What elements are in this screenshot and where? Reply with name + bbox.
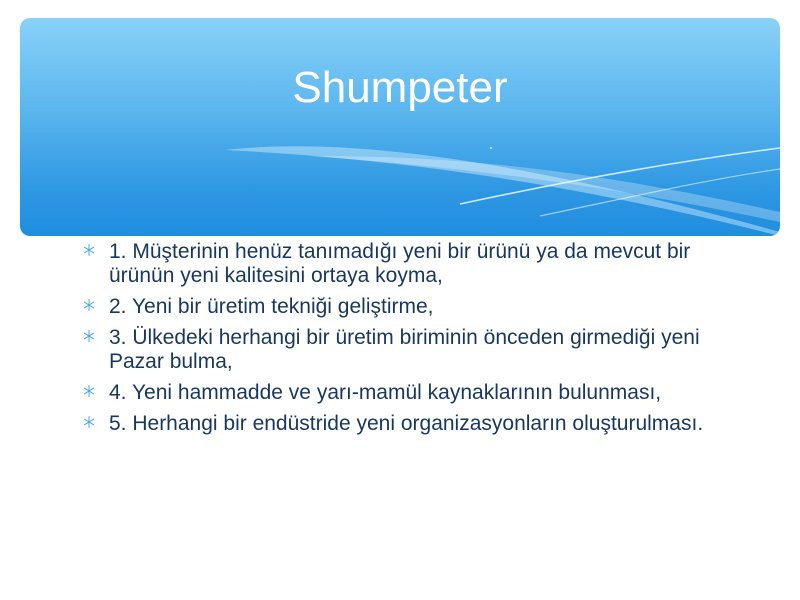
bullet-text: 4. Yeni hammadde ve yarı-mamül kaynaklarının bulunması, <box>109 381 662 404</box>
asterisk-bullet-icon <box>82 243 96 257</box>
slide-title: Shumpeter <box>292 63 508 112</box>
asterisk-bullet-icon <box>82 298 96 312</box>
title-panel <box>20 18 780 236</box>
list-item <box>82 381 742 405</box>
asterisk-bullet-icon <box>82 329 96 343</box>
list-item <box>82 295 742 319</box>
bullet-text: 3. Ülkedeki herhangi bir üretim biriminin önceden girmediği yeni Pazar bulma, <box>109 326 700 373</box>
asterisk-bullet-icon <box>82 384 96 398</box>
list-item <box>82 240 742 288</box>
bullet-list <box>82 240 742 443</box>
wave-decoration <box>20 18 780 236</box>
bullet-text: 1. Müşterinin henüz tanımadığı yeni bir ürünü ya da mevcut bir ürünün yeni kalitesini ortaya koyma, <box>109 240 691 287</box>
asterisk-bullet-icon <box>82 415 96 429</box>
list-item <box>82 326 742 374</box>
bullet-text: 2. Yeni bir üretim tekniği geliştirme, <box>109 295 434 318</box>
list-item <box>82 412 742 436</box>
bullet-text: 5. Herhangi bir endüstride yeni organizasyonların oluşturulması. <box>109 412 704 435</box>
